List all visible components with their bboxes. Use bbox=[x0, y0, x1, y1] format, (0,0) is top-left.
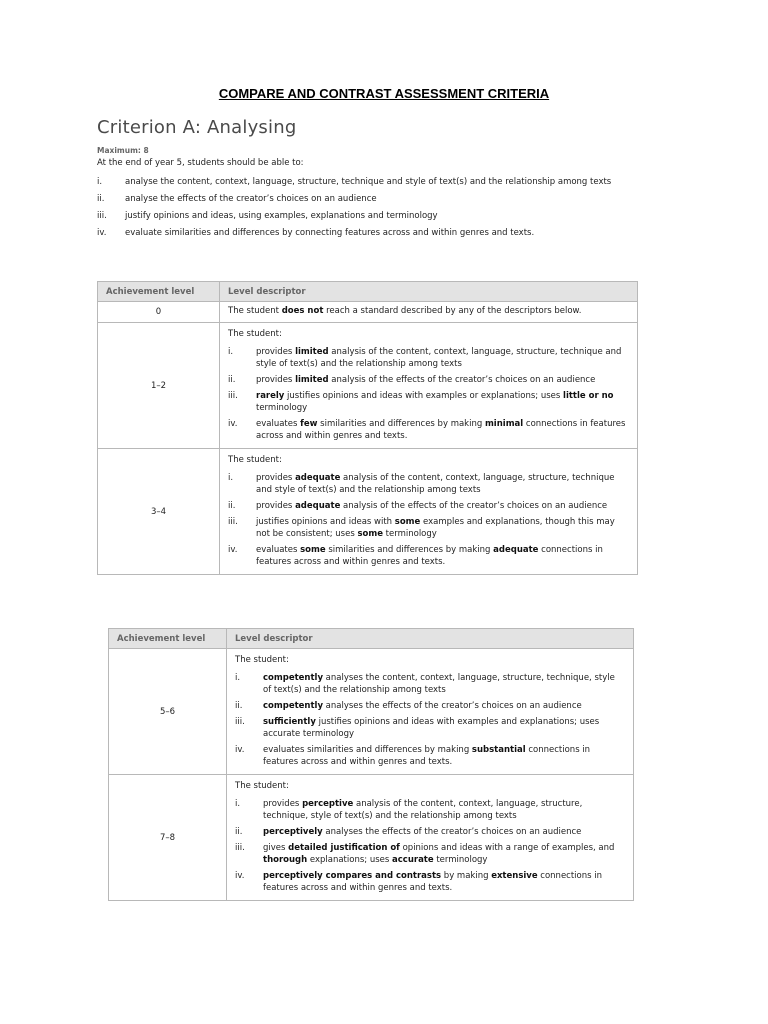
item-text: justifies opinions and ideas with some examples and explanations, though this may not be consistent; uses some terminology bbox=[256, 517, 615, 539]
list-item bbox=[228, 390, 629, 414]
header-level-descriptor: Level descriptor bbox=[220, 282, 638, 302]
item-text: provides adequate analysis of the effects of the creator’s choices on an audience bbox=[256, 501, 608, 511]
descriptor-list bbox=[228, 346, 629, 442]
objectives-list bbox=[97, 176, 657, 244]
item-number: iv. bbox=[235, 871, 245, 881]
list-item bbox=[228, 516, 629, 540]
item-number: iv. bbox=[235, 745, 245, 755]
item-text: provides limited analysis of the effects of the creator’s choices on an audience bbox=[256, 375, 596, 385]
objective-item bbox=[97, 176, 657, 188]
descriptor-lead: The student: bbox=[228, 455, 282, 465]
item-number: iii. bbox=[235, 843, 245, 853]
list-item bbox=[235, 798, 625, 822]
rubric-table-levels-0-4 bbox=[97, 281, 638, 575]
level-cell: 7–8 bbox=[109, 775, 227, 901]
objective-number: ii. bbox=[97, 194, 105, 204]
descriptor-text: The student does not reach a standard described by any of the descriptors below. bbox=[228, 306, 582, 316]
maximum-score: Maximum: 8 bbox=[97, 146, 149, 155]
item-text: sufficiently justifies opinions and ideas with examples and explanations; uses accurate terminology bbox=[263, 717, 600, 739]
table-row bbox=[109, 649, 634, 775]
item-number: iii. bbox=[228, 517, 238, 527]
item-number: iii. bbox=[228, 391, 238, 401]
list-item bbox=[228, 544, 629, 568]
item-text: provides perceptive analysis of the content, context, language, structure, technique, style of text(s) and the relationship among texts bbox=[263, 799, 583, 821]
table-row bbox=[98, 449, 638, 575]
list-item bbox=[235, 826, 625, 838]
objective-text: analyse the effects of the creator’s choices on an audience bbox=[125, 194, 377, 204]
item-number: ii. bbox=[228, 375, 236, 385]
objective-number: i. bbox=[97, 177, 103, 187]
descriptor-lead: The student: bbox=[228, 329, 282, 339]
item-text: gives detailed justification of opinions and ideas with a range of examples, and thorough explanations; uses accurate terminology bbox=[263, 843, 615, 865]
item-number: ii. bbox=[235, 701, 243, 711]
list-item bbox=[235, 700, 625, 712]
objective-item bbox=[97, 210, 657, 222]
table-header-row bbox=[109, 629, 634, 649]
header-level-descriptor: Level descriptor bbox=[227, 629, 634, 649]
level-cell: 0 bbox=[98, 302, 220, 323]
descriptor-cell bbox=[220, 323, 638, 449]
item-text: perceptively compares and contrasts by making extensive connections in features across and within genres and texts. bbox=[263, 871, 603, 893]
table-row bbox=[98, 302, 638, 323]
item-number: ii. bbox=[228, 501, 236, 511]
objectives-intro: At the end of year 5, students should be able to: bbox=[97, 158, 304, 168]
rubric-table-levels-5-8 bbox=[108, 628, 634, 901]
list-item bbox=[235, 744, 625, 768]
criterion-heading: Criterion A: Analysing bbox=[97, 117, 297, 138]
level-cell: 1–2 bbox=[98, 323, 220, 449]
item-text: competently analyses the content, context, language, structure, technique, style of text(s) and the relationship among texts bbox=[263, 673, 615, 695]
objective-number: iv. bbox=[97, 228, 107, 238]
list-item bbox=[235, 870, 625, 894]
item-number: i. bbox=[228, 347, 234, 357]
descriptor-list bbox=[235, 672, 625, 768]
item-text: evaluates similarities and differences by making substantial connections in features across and within genres and texts. bbox=[263, 745, 591, 767]
item-text: competently analyses the effects of the creator’s choices on an audience bbox=[263, 701, 582, 711]
list-item bbox=[228, 472, 629, 496]
list-item bbox=[235, 842, 625, 866]
objective-item bbox=[97, 227, 657, 239]
item-number: i. bbox=[235, 799, 241, 809]
objective-number: iii. bbox=[97, 211, 107, 221]
item-text: perceptively analyses the effects of the creator’s choices on an audience bbox=[263, 827, 582, 837]
item-number: iii. bbox=[235, 717, 245, 727]
list-item bbox=[235, 716, 625, 740]
descriptor-cell bbox=[227, 775, 634, 901]
header-achievement-level: Achievement level bbox=[98, 282, 220, 302]
table-header-row bbox=[98, 282, 638, 302]
descriptor-list bbox=[235, 798, 625, 894]
header-achievement-level: Achievement level bbox=[109, 629, 227, 649]
level-cell: 3–4 bbox=[98, 449, 220, 575]
descriptor-lead: The student: bbox=[235, 655, 289, 665]
objective-text: evaluate similarities and differences by connecting features across and within genres and texts. bbox=[125, 228, 535, 238]
descriptor-cell bbox=[220, 449, 638, 575]
item-number: i. bbox=[228, 473, 234, 483]
objective-item bbox=[97, 193, 657, 205]
descriptor-cell bbox=[227, 649, 634, 775]
item-text: provides adequate analysis of the content, context, language, structure, technique and style of text(s) and the relationship among texts bbox=[256, 473, 615, 495]
descriptor-list bbox=[228, 472, 629, 568]
objective-text: analyse the content, context, language, structure, technique and style of text(s) and the relationship among texts bbox=[125, 177, 612, 187]
descriptor-lead: The student: bbox=[235, 781, 289, 791]
table-row bbox=[109, 775, 634, 901]
table-row bbox=[98, 323, 638, 449]
item-text: rarely justifies opinions and ideas with examples or explanations; uses little or no terminology bbox=[256, 391, 614, 413]
item-number: ii. bbox=[235, 827, 243, 837]
item-text: provides limited analysis of the content, context, language, structure, technique and style of text(s) and the relationship among texts bbox=[256, 347, 622, 369]
item-number: iv. bbox=[228, 545, 238, 555]
item-text: evaluates few similarities and differences by making minimal connections in features across and within genres and texts. bbox=[256, 419, 626, 441]
list-item bbox=[228, 346, 629, 370]
document-title: COMPARE AND CONTRAST ASSESSMENT CRITERIA bbox=[218, 86, 550, 101]
level-cell: 5–6 bbox=[109, 649, 227, 775]
objective-text: justify opinions and ideas, using examples, explanations and terminology bbox=[125, 211, 438, 221]
item-number: i. bbox=[235, 673, 241, 683]
list-item bbox=[228, 500, 629, 512]
list-item bbox=[228, 418, 629, 442]
list-item bbox=[235, 672, 625, 696]
item-number: iv. bbox=[228, 419, 238, 429]
item-text: evaluates some similarities and differences by making adequate connections in features across and within genres and texts. bbox=[256, 545, 603, 567]
descriptor-cell bbox=[220, 302, 638, 323]
list-item bbox=[228, 374, 629, 386]
